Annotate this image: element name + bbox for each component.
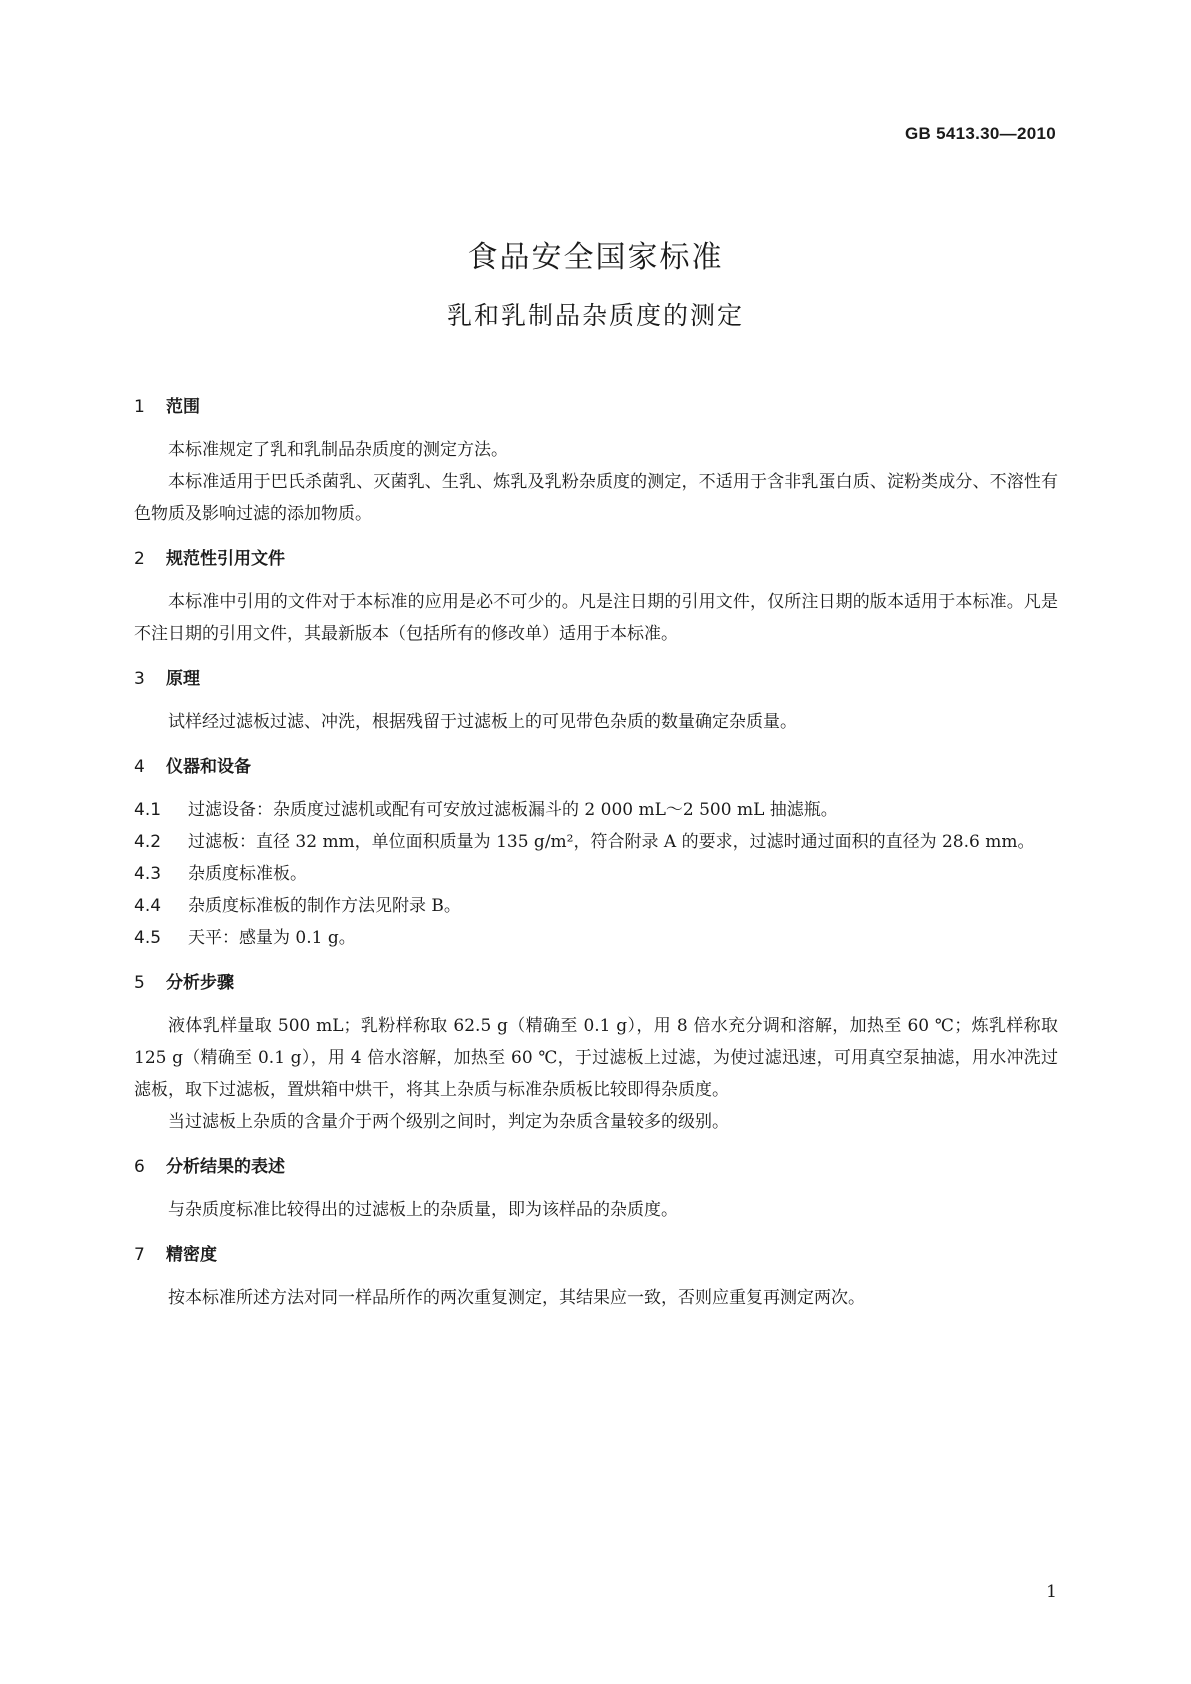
paragraph: 本标准适用于巴氏杀菌乳、灭菌乳、生乳、炼乳及乳粉杂质度的测定，不适用于含非乳蛋白质、淀粉类成分、不溶性有色物质及影响过滤的添加物质。 [134,472,1058,524]
section-title: 规范性引用文件 [166,549,285,569]
section-number: 6 [134,1157,145,1177]
paragraph: 与杂质度标准比较得出的过滤板上的杂质量，即为该样品的杂质度。 [168,1200,678,1220]
section-title: 分析结果的表述 [166,1157,285,1177]
section-result-expression [134,1150,1058,1226]
document-subtitle: 乳和乳制品杂质度的测定 [446,301,744,330]
section-number: 7 [134,1245,145,1265]
paragraph: 液体乳样量取 500 mL；乳粉样称取 62.5 g（精确至 0.1 g），用 8 倍水充分调和溶解，加热至 60 ℃；炼乳样称取 125 g（精确至 0.1 g），用 4 倍水溶解，加热至 60 ℃，于过滤板上过滤，为使过滤迅速，可用真空泵抽滤，用水冲洗过滤板，取下过滤板，置烘箱中烘干，将其上杂质与标准杂质板比较即得杂质度。 [134,1016,1058,1100]
apparatus-item [134,826,1058,858]
section-title: 范围 [166,397,200,417]
section-heading [134,542,1058,576]
paragraph: 试样经过滤板过滤、冲洗，根据残留于过滤板上的可见带色杂质的数量确定杂质量。 [168,712,797,732]
section-title: 原理 [166,669,200,689]
apparatus-item [134,858,1058,890]
section-apparatus [134,750,1058,954]
item-text: 过滤设备：杂质度过滤机或配有可安放过滤板漏斗的 2 000 mL～2 500 mL 抽滤瓶。 [188,800,838,820]
section-heading [134,966,1058,1000]
item-text: 杂质度标准板的制作方法见附录 B。 [188,896,461,916]
section-title: 仪器和设备 [166,757,251,777]
section-precision [134,1238,1058,1314]
section-heading [134,1238,1058,1272]
section-normative-references [134,542,1058,650]
item-number: 4.2 [134,832,162,852]
section-scope [134,390,1058,530]
page-number: 1 [1046,1582,1057,1602]
section-heading [134,1150,1058,1184]
apparatus-item [134,890,1058,922]
section-principle [134,662,1058,738]
item-number: 4.1 [134,800,162,820]
section-title: 精密度 [166,1245,217,1265]
paragraph: 当过滤板上杂质的含量介于两个级别之间时，判定为杂质含量较多的级别。 [168,1112,729,1132]
section-number: 4 [134,757,145,777]
section-heading [134,750,1058,784]
item-text: 天平：感量为 0.1 g。 [188,928,356,948]
item-number: 4.3 [134,864,162,884]
section-number: 2 [134,549,145,569]
apparatus-item [134,922,1058,954]
section-number: 1 [134,397,145,417]
paragraph: 按本标准所述方法对同一样品所作的两次重复测定，其结果应一致，否则应重复再测定两次。 [168,1288,865,1308]
document-title: 食品安全国家标准 [467,240,724,275]
section-heading [134,390,1058,424]
standard-number: GB 5413.30—2010 [905,124,1056,143]
section-procedure [134,966,1058,1138]
apparatus-item [134,794,1058,826]
section-heading [134,662,1058,696]
section-number: 5 [134,973,145,993]
item-text: 杂质度标准板。 [188,864,307,884]
item-number: 4.5 [134,928,162,948]
section-title: 分析步骤 [166,973,234,993]
paragraph: 本标准规定了乳和乳制品杂质度的测定方法。 [168,440,508,460]
document-body [134,390,1058,1314]
item-number: 4.4 [134,896,162,916]
paragraph: 本标准中引用的文件对于本标准的应用是必不可少的。凡是注日期的引用文件，仅所注日期的版本适用于本标准。凡是不注日期的引用文件，其最新版本（包括所有的修改单）适用于本标准。 [134,592,1058,644]
item-text: 过滤板：直径 32 mm，单位面积质量为 135 g/m²，符合附录 A 的要求，过滤时通过面积的直径为 28.6 mm。 [188,832,1035,852]
section-number: 3 [134,669,145,689]
